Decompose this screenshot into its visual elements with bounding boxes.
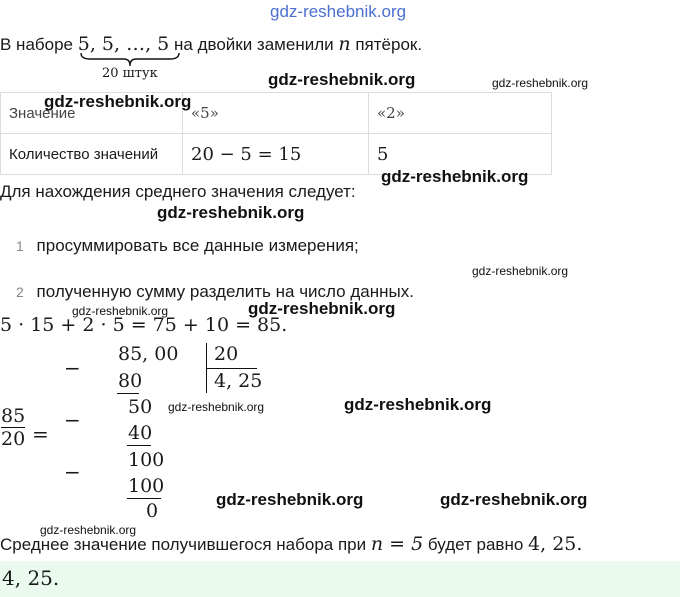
- division-step: 100: [128, 475, 165, 497]
- minus-sign: −: [64, 408, 81, 432]
- watermark: gdz-reshebnik.org: [472, 264, 569, 278]
- watermark: gdz-reshebnik.org: [440, 490, 588, 509]
- division-step: 80: [118, 370, 143, 392]
- answer-box: [0, 561, 680, 597]
- table-cell: Количество значений: [1, 134, 183, 175]
- division-step: 0: [146, 500, 159, 522]
- site-header-link[interactable]: gdz-reshebnik.org: [270, 2, 407, 21]
- intro-prefix: В наборе: [0, 35, 74, 54]
- rule-title: Для нахождения среднего значения следует:: [0, 182, 356, 201]
- list-text: полученную сумму разделить на число данных.: [36, 282, 414, 301]
- divisor-rule: [207, 368, 257, 369]
- list-number: 2: [16, 284, 24, 300]
- division-step: 40: [128, 422, 153, 444]
- brace-label: 20 штук: [102, 66, 158, 81]
- watermark: gdz-reshebnik.org: [492, 76, 589, 90]
- intro-suffix-1: на двойки заменили: [174, 35, 334, 54]
- fraction: [1, 405, 25, 450]
- intro-var-n: n: [338, 33, 351, 55]
- intro-suffix-2: пятёрок.: [355, 35, 423, 54]
- watermark: gdz-reshebnik.org: [72, 304, 169, 318]
- watermark: gdz-reshebnik.org: [157, 203, 305, 222]
- watermark: gdz-reshebnik.org: [248, 299, 396, 318]
- watermark: gdz-reshebnik.org: [40, 523, 137, 537]
- table-cell: «5»: [183, 93, 369, 134]
- equals-sign: =: [32, 422, 49, 446]
- conclusion-text-1: Среднее значение получившегося набора при: [0, 535, 367, 554]
- conclusion-condition: n = 5: [370, 533, 424, 555]
- minus-sign: −: [64, 356, 81, 380]
- watermark: gdz-reshebnik.org: [44, 92, 192, 111]
- divisor: 20: [214, 343, 239, 365]
- list-item: [16, 236, 359, 256]
- list-text: просуммировать все данные измерения;: [36, 236, 359, 255]
- watermark: gdz-reshebnik.org: [216, 490, 364, 509]
- conclusion-value: 4, 25.: [528, 533, 583, 555]
- table-cell: Значение: [1, 93, 183, 134]
- table-cell: 5: [369, 134, 552, 175]
- table-cell: 20 − 5 = 15: [183, 134, 369, 175]
- division-step: 100: [128, 449, 165, 471]
- list-number: 1: [16, 238, 24, 254]
- intro-line: [0, 33, 422, 55]
- table-cell: «2»: [369, 93, 552, 134]
- watermark: gdz-reshebnik.org: [168, 400, 265, 414]
- division-rule: [117, 393, 139, 394]
- watermark: gdz-reshebnik.org: [268, 70, 416, 89]
- watermark: gdz-reshebnik.org: [344, 395, 492, 414]
- dividend: 85, 00: [118, 343, 179, 365]
- fraction-denominator: 20: [1, 428, 26, 450]
- conclusion-text-2: будет равно: [427, 535, 524, 554]
- fraction-numerator: 85: [1, 405, 26, 427]
- division-step: 50: [128, 396, 153, 418]
- quotient: 4, 25: [214, 370, 263, 392]
- division-rule: [127, 498, 161, 499]
- intro-set: 5, 5, …, 5: [77, 33, 170, 55]
- watermark: gdz-reshebnik.org: [381, 167, 529, 186]
- sum-equation: 5 · 15 + 2 · 5 = 75 + 10 = 85.: [0, 314, 288, 336]
- answer-value: 4, 25.: [2, 566, 60, 590]
- minus-sign: −: [64, 460, 81, 484]
- division-rule: [127, 445, 151, 446]
